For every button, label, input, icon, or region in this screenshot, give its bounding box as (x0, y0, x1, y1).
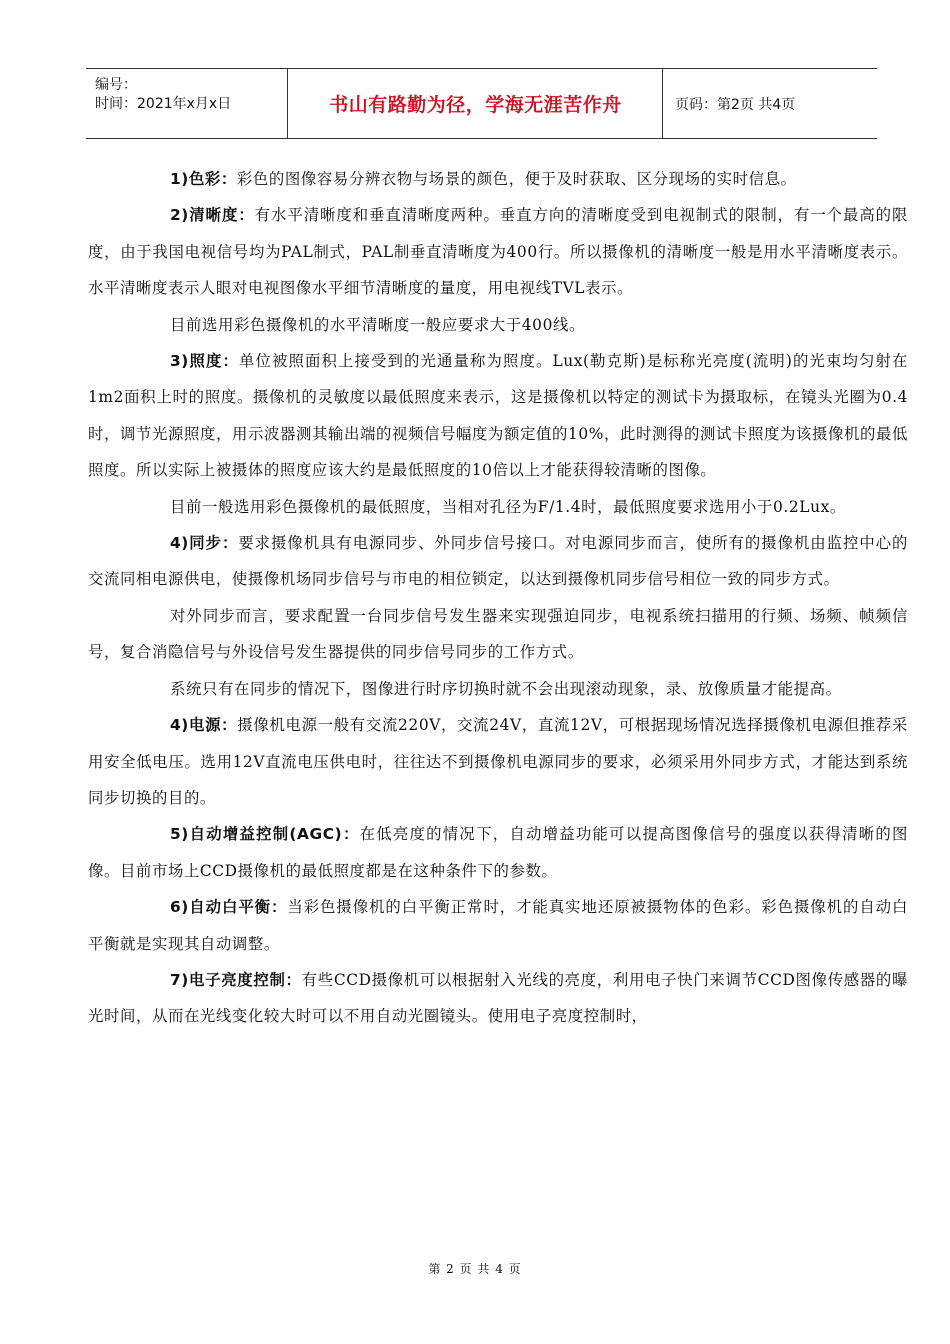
paragraph-text: 当彩色摄像机的白平衡正常时，才能真实地还原被摄物体的色彩。彩色摄像机的自动白平衡就是实现其自动调整。 (88, 898, 908, 953)
document-number-label: 编号： (95, 77, 137, 93)
paragraph (88, 197, 908, 306)
paragraph-heading: 4)电源： (170, 716, 238, 735)
paragraph-heading: 4)同步： (170, 534, 239, 553)
paragraph (88, 307, 908, 343)
paragraph (88, 489, 908, 525)
paragraph (88, 525, 908, 598)
paragraph (88, 707, 908, 816)
paragraph (88, 598, 908, 671)
paragraph-heading: 3)照度： (170, 352, 239, 371)
header-left-cell (86, 69, 287, 138)
document-body (88, 161, 908, 1035)
paragraph-text: 要求摄像机具有电源同步、外同步信号接口。对电源同步而言，使所有的摄像机由监控中心的交流同相电源供电，使摄像机场同步信号与市电的相位锁定，以达到摄像机同步信号相位一致的同步方式。 (88, 534, 908, 589)
header-divider (287, 69, 288, 138)
paragraph-heading: 5)自动增益控制(AGC)： (170, 825, 360, 844)
paragraph-text: 对外同步而言，要求配置一台同步信号发生器来实现强迫同步，电视系统扫描用的行频、场频、帧频信号，复合消隐信号与外设信号发生器提供的同步信号同步的工作方式。 (88, 606, 908, 662)
paragraph-text: 在低亮度的情况下，自动增益功能可以提高图像信号的强度以获得清晰的图像。目前市场上CCD摄像机的最低照度都是在这种条件下的参数。 (88, 825, 908, 880)
paragraph (88, 671, 908, 707)
header-divider (662, 69, 663, 138)
paragraph-text: 彩色的图像容易分辨衣物与场景的颜色，便于及时获取、区分现场的实时信息。 (236, 170, 797, 188)
paragraph (88, 962, 908, 1035)
paragraph-text: 目前选用彩色摄像机的水平清晰度一般应要求大于400线。 (170, 315, 585, 334)
paragraph-heading: 6)自动白平衡： (170, 898, 288, 917)
paragraph-heading: 1)色彩： (170, 170, 237, 188)
header-table (86, 68, 877, 139)
paragraph (88, 161, 908, 197)
paragraph-text: 有些CCD摄像机可以根据射入光线的亮度，利用电子快门来调节CCD图像传感器的曝光时间，从而在光线变化较大时可以不用自动光圈镜头。使用电子亮度控制时， (88, 970, 908, 1026)
paragraph-text: 有水平清晰度和垂直清晰度两种。垂直方向的清晰度受到电视制式的限制，有一个最高的限度，由于我国电视信号均为PAL制式，PAL制垂直清晰度为400行。所以摄像机的清晰度一般是用水平清晰度表示。水平清晰度表示人眼对电视图像水平细节清晰度的量度，用电视线TVL表示。 (88, 206, 908, 298)
document-time-label: 时间：2021年x月x日 (95, 96, 232, 112)
page-footer: 第 2 页 共 4 页 (428, 1262, 522, 1276)
paragraph (88, 343, 908, 489)
paragraph (88, 889, 908, 962)
paragraph (88, 816, 908, 889)
paragraph-text: 目前一般选用彩色摄像机的最低照度，当相对孔径为F/1.4时，最低照度要求选用小于0.2Lux。 (170, 497, 846, 516)
paragraph-heading: 2)清晰度： (170, 206, 255, 225)
paragraph-heading: 7)电子亮度控制： (170, 970, 302, 989)
header-motto: 书山有路勤为径，学海无涯苦作舟 (329, 94, 622, 116)
paragraph-text: 单位被照面积上接受到的光通量称为照度。Lux(勒克斯)是标称光亮度(流明)的光束均匀射在1m2面积上时的照度。摄像机的灵敏度以最低照度来表示，这是摄像机以特定的测试卡为摄取标，在镜头光圈为0.4时，调节光源照度，用示波器测其输出端的视频信号幅度为额定值的10%，此时测得的测试卡照度为该摄像机的最低照度。所以实际上被摄体的照度应该大约是最低照度的10倍以上才能获得较清晰的图像。 (88, 352, 908, 480)
header-page-label: 页码：第2页 共4页 (675, 96, 796, 113)
paragraph-text: 摄像机电源一般有交流220V，交流24V，直流12V，可根据现场情况选择摄像机电源但推荐采用安全低电压。选用12V直流电压供电时，往往达不到摄像机电源同步的要求，必须采用外同步方式，才能达到系统同步切换的目的。 (88, 716, 908, 807)
paragraph-text: 系统只有在同步的情况下，图像进行时序切换时就不会出现滚动现象，录、放像质量才能提高。 (170, 679, 842, 698)
